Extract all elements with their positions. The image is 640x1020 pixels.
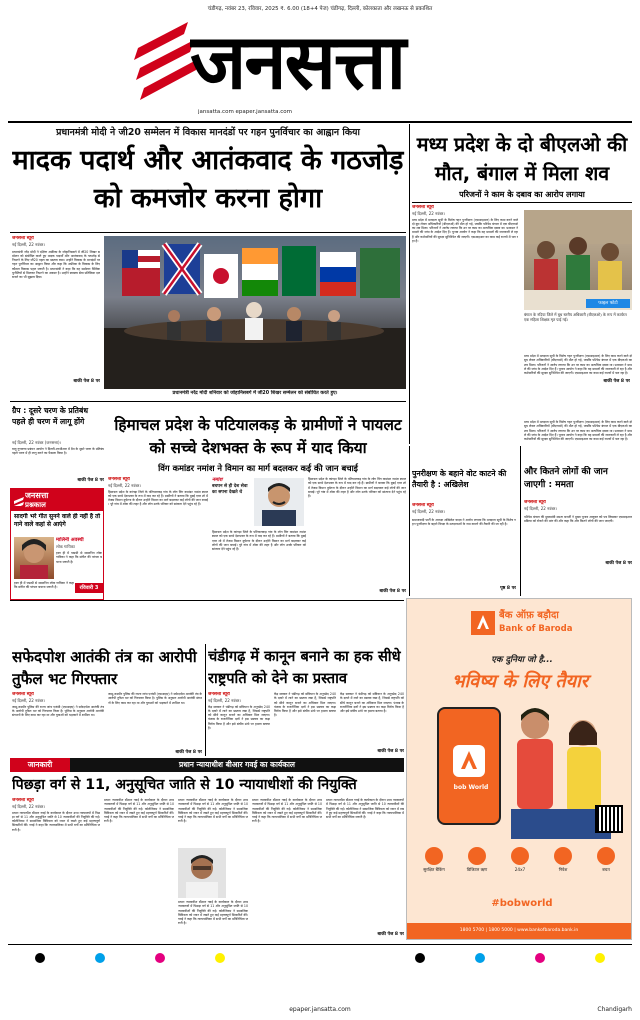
chandigarh-byline: जनसत्ता ब्यूरो [208, 692, 230, 697]
prashnakal-brand: जनसत्ता [25, 491, 49, 500]
lead-continued: बाकी पेज 8 पर [73, 378, 100, 384]
bob-logo-icon [471, 611, 495, 635]
mp-body-right: मध्य प्रदेश में मतदाता सूची के विशेष गहन पुनरीक्षण (एसआइआर) के लिए काम करने वाले दो बूथ लेवल अधिकारियों (बीएलओ) की मौत हो गई, जबकि पश्चिम बंगाल में एक बीएलओ का शव मिला। परिजनों ने आरोप लगाया कि उन पर काम का अत्यधिक दबाव था। प्रशासन ने मामले की जांच के आदेश दिए हैं। चुनाव आयोग ने कहा कि वह मामलों की जानकारी ले रहा है और कर्मचारियों की सुरक्षा सुनिश्चित की जाएगी। एसआइआर का काम कई राज्यों में चल रहा है। [524, 420, 632, 442]
mp-subheadline: परिजनों ने काम के दबाव का आरोप लगाया [459, 190, 585, 199]
brief1-place: नई दिल्ली, 22 नवंबर (जनसत्ता)। [12, 440, 62, 445]
prashnakal-photo [14, 537, 54, 579]
judges-body-5: प्रधान न्यायाधीश बीआर गवई के कार्यकाल के दौरान उच्च न्यायालयों में पिछड़ा वर्ग से 11 और अनुसूचित जाति से 10 न्यायाधीशों की नियुक्ति की गई। कोलेजियम ने सामाजिक विविधता को ध्यान में रखते हुए कई महत्त्वपूर्ण सिफारिशें कीं। गवई ने कहा कि न्यायपालिका में सभी वर्गों का प्रतिनिधित्व जरूरी है। [252, 798, 322, 824]
judges-body-3: प्रधान न्यायाधीश बीआर गवई के कार्यकाल के दौरान उच्च न्यायालयों में पिछड़ा वर्ग से 11 और अनुसूचित जाति से 10 न्यायाधीशों की नियुक्ति की गई। कोलेजियम ने सामाजिक विविधता को ध्यान में रखते हुए कई महत्त्वपूर्ण सिफारिशें कीं। गवई ने कहा कि न्यायपालिका में सभी वर्गों का प्रतिनिधित्व जरूरी है। [178, 798, 248, 824]
mamata-place: नई दिल्ली, 22 नवंबर। [524, 506, 557, 511]
brief1-body: वायु गुणवत्ता प्रबंधन आयोग ने दिल्ली-एनसीआर में ग्रैप के दूसरे चरण के प्रतिबंध पहले चरण में ही लागू करने का फैसला किया है। [12, 447, 104, 456]
bob-feature-2 [501, 847, 539, 887]
masthead-title: जनसत्ता [190, 17, 405, 106]
himachal-body-mid: हिमाचल प्रदेश के कांगड़ा जिले के पटियालकड़ गांव के लोग विंग कमांडर नमांश स्याल को एक सच्चे देशभक्त के रूप में याद कर रहे हैं। ग्रामीणों ने बताया कि दुबई एयर शो में तेजस विमान दुर्घटना के दौरान उन्होंने विमान का मार्ग बदलकर कई लोगों की जान बचाई। पूरे गांव में शोक की लहर है और लोग उनके परिवार को सांत्वना देने पहुंच रहे हैं। [212, 530, 306, 552]
lead-body: प्रधानमंत्री नरेंद्र मोदी ने दक्षिण अफ्रीका के जोहानिसबर्ग में जी20 शिखर सम्मेलन को संबोधित करते हुए मादक पदार्थों और आतंकवाद के गठजोड़ से निपटने के लिए जी20 पहल का प्रस्ताव रखा। उन्होंने विकास के मानदंडों पर गहन पुनर्विचार का आह्वान किया और कहा कि अफ्रीका के विकास के लिए कौशल विकास पहल जरूरी है। प्रधानमंत्री ने कहा कि यह सम्मेलन वैश्विक चुनौतियों से मिलकर निपटने का अवसर है। उन्होंने स्वास्थ्य सेवा प्रतिक्रिया दल बनाने का भी सुझाव दिया। [12, 249, 100, 280]
bob-qr-icon [595, 805, 623, 833]
judges-col1 [12, 798, 100, 940]
brief-rule [10, 401, 406, 402]
prashnakal-logo-icon [14, 494, 24, 506]
prashnakal-see[interactable]: रविवारी 3 [75, 583, 103, 593]
prashnakal-person: मालिनी अवस्थी [56, 537, 84, 543]
akhilesh-continued: पृष्ठ 8 पर [500, 586, 516, 591]
chd-rule [205, 644, 206, 756]
himachal-continued: बाकी पेज 8 पर [379, 589, 406, 594]
brief1-headline: ग्रैप : दूसरे चरण के प्रतिबंध पहले ही चरण में लागू होंगे [12, 406, 88, 426]
himachal-byline: जनसत्ता ब्यूरो [108, 477, 130, 482]
himachal-quote-label: नमांश [212, 477, 223, 483]
bob-app-name: bob World [453, 784, 489, 791]
akhilesh-place: नई दिल्ली, 22 नवंबर। [412, 509, 445, 514]
dateline: चंडीगढ़, नवंबर 23, रविवार, 2025 ₹. 6.00 (18+4 पेज) चंडीगढ़, दिल्ली, कोलकाता और लखनऊ से प्रकाशित [207, 6, 433, 12]
bob-feature-1-icon [468, 847, 486, 865]
lead-rule [10, 232, 406, 233]
chandigarh-headline: चंडीगढ़ में कानून बनाने का हक सीधे राष्ट्रपति को देने का प्रस्ताव [208, 648, 401, 687]
bob-feature-4 [587, 847, 625, 887]
mid-rule [10, 600, 404, 601]
prashnakal-quote: लोक गायिका [56, 544, 75, 549]
bob-feature-3 [544, 847, 582, 887]
judges-body-2: प्रधान न्यायाधीश बीआर गवई के कार्यकाल के दौरान उच्च न्यायालयों में पिछड़ा वर्ग से 11 और अनुसूचित जाति से 10 न्यायाधीशों की नियुक्ति की गई। कोलेजियम ने सामाजिक विविधता को ध्यान में रखते हुए कई महत्त्वपूर्ण सिफारिशें कीं। गवई ने कहा कि न्यायपालिका में सभी वर्गों का प्रतिनिधित्व जरूरी है। [104, 798, 174, 824]
judges-photo [178, 848, 226, 898]
himachal-col1 [108, 477, 208, 595]
masthead-rule [8, 121, 632, 123]
lead-photo [104, 236, 406, 389]
col-rule [409, 124, 410, 444]
mp-photo [524, 210, 632, 310]
mp-text [412, 205, 518, 385]
terror-body: जम्मू-कश्मीर पुलिस की राज्य जांच एजंसी (एसआइए) ने सफेदपोश आतंकी तंत्र के आरोपी तुफैल भट को गिरफ्तार किया है। पुलिस के अनुसार आरोपी आतंकी संगठनों के लिए काम कर रहा था और युवाओं को भड़काने में शामिल था। [12, 704, 104, 718]
terror-continued: बाकी पेज 8 पर [175, 750, 202, 755]
lead-byline: जनसत्ता ब्यूरो [12, 236, 34, 241]
bob-ad[interactable] [406, 598, 632, 940]
chandigarh-body-3: केंद्र सरकार ने चंडीगढ़ को संविधान के अनुच्छेद 240 के दायरे में लाने का प्रस्ताव रखा है, जिससे राष्ट्रपति को सीधे कानून बनाने का अधिकार मिल जाएगा। पंजाब के राजनीतिक दलों ने इस प्रस्ताव का कड़ा विरोध किया है और इसे संघीय ढांचे पर हमला बताया है। [340, 692, 404, 714]
bob-feature-0-label: सुरक्षित बैंकिंग [423, 867, 445, 872]
masthead-urls[interactable]: jansatta.com epaper.jansatta.com [198, 109, 292, 115]
lead-place: नई दिल्ली, 22 नवंबर। [12, 241, 45, 247]
registration-marks [10, 950, 630, 964]
info-strip [10, 758, 404, 772]
mp-body: मध्य प्रदेश में मतदाता सूची के विशेष गहन पुनरीक्षण (एसआइआर) के लिए काम करने वाले दो बूथ लेवल अधिकारियों (बीएलओ) की मौत हो गई, जबकि पश्चिम बंगाल में एक बीएलओ का शव मिला। परिजनों ने आरोप लगाया कि उन पर काम का अत्यधिक दबाव था। प्रशासन ने मामले की जांच के आदेश दिए हैं। चुनाव आयोग ने कहा कि वह मामलों की जानकारी ले रहा है और कर्मचारियों की सुरक्षा सुनिश्चित की जाएगी। एसआइआर का काम कई राज्यों में चल रहा है। [412, 217, 518, 243]
lead-photo-caption: प्रधानमंत्री नरेंद्र मोदी शनिवार को जोहानिसबर्ग में जी20 शिखर सम्मेलन को संबोधित करते हुए। [172, 391, 338, 396]
bob-feature-3-label: निवेश [558, 867, 568, 872]
bob-feature-4-label: बचत [602, 867, 610, 872]
bob-tag: एक दुनिया जो है... [491, 655, 553, 665]
mp-headline: मध्य प्रदेश के दो बीएलओ की मौत, बंगाल में मिला शव [416, 133, 628, 185]
himachal-quote-box [212, 477, 252, 527]
judges-place: नई दिल्ली, 22 नवंबर। [12, 803, 45, 809]
mp-place: नई दिल्ली, 22 नवंबर। [412, 210, 445, 216]
himachal-body: हिमाचल प्रदेश के कांगड़ा जिले के पटियालकड़ गांव के लोग विंग कमांडर नमांश स्याल को एक सच्चे देशभक्त के रूप में याद कर रहे हैं। ग्रामीणों ने बताया कि दुबई एयर शो में तेजस विमान दुर्घटना के दौरान उन्होंने विमान का मार्ग बदलकर कई लोगों की जान बचाई। पूरे गांव में शोक की लहर है और लोग उनके परिवार को सांत्वना देने पहुंच रहे हैं। [108, 489, 208, 507]
info-strip-label: जानकारी [10, 758, 70, 772]
chandigarh-col1 [208, 692, 270, 756]
kicker-top: प्रधानमंत्री मोदी ने जी20 सम्मेलन में विकास मानदंडों पर गहन पुनर्विचार का आह्वान किया [56, 127, 360, 138]
bob-feature-0-icon [425, 847, 443, 865]
right-rule [409, 446, 410, 596]
mamata-byline: जनसत्ता ब्यूरो [524, 500, 546, 505]
judges-byline: जनसत्ता ब्यूरो [12, 798, 34, 803]
prashnakal-answer: हाल ही में पद्मश्री से सम्मानित लोक गायिका ने कहा कि संगीत की परंपरा बचाना जरूरी है। [56, 551, 102, 564]
terror-place: नई दिल्ली, 22 नवंबर। [12, 697, 45, 703]
terror-byline: जनसत्ता ब्यूरो [12, 692, 34, 697]
bob-feature-1 [458, 847, 496, 887]
bob-feature-0 [415, 847, 453, 887]
bob-bank-hindi: बैंक ऑफ़ बड़ौदा [499, 610, 559, 621]
terror-headline: सफेदपोश आतंकी तंत्र का आरोपी तुफैल भट गिरफ्तार [12, 648, 197, 688]
judges-body: प्रधान न्यायाधीश बीआर गवई के कार्यकाल के दौरान उच्च न्यायालयों में पिछड़ा वर्ग से 11 और अनुसूचित जाति से 10 न्यायाधीशों की नियुक्ति की गई। कोलेजियम ने सामाजिक विविधता को ध्यान में रखते हुए कई महत्त्वपूर्ण सिफारिशें कीं। गवई ने कहा कि न्यायपालिका में सभी वर्गों का प्रतिनिधित्व जरूरी है। [12, 810, 100, 832]
himachal-sub: विंग कमांडर नमांश ने विमान का मार्ग बदलकर कई की जान बचाई [158, 463, 358, 473]
prashnakal-header [11, 489, 103, 511]
himachal-body-right: हिमाचल प्रदेश के कांगड़ा जिले के पटियालकड़ गांव के लोग विंग कमांडर नमांश स्याल को एक सच्चे देशभक्त के रूप में याद कर रहे हैं। ग्रामीणों ने बताया कि दुबई एयर शो में तेजस विमान दुर्घटना के दौरान उन्होंने विमान का मार्ग बदलकर कई लोगों की जान बचाई। पूरे गांव में शोक की लहर है और लोग उनके परिवार को सांत्वना देने पहुंच रहे हैं। [308, 477, 406, 499]
chandigarh-place: नई दिल्ली, 22 नवंबर। [208, 697, 241, 703]
terror-body-2: जम्मू-कश्मीर पुलिस की राज्य जांच एजंसी (एसआइए) ने सफेदपोश आतंकी तंत्र के आरोपी तुफैल भट को गिरफ्तार किया है। पुलिस के अनुसार आरोपी आतंकी संगठनों के लिए काम कर रहा था और युवाओं को भड़काने में शामिल था। [108, 692, 202, 705]
bob-features [415, 847, 625, 887]
himachal-quote: बचपन से ही देश सेवा का सपना देखते थे [212, 484, 248, 495]
lead-text-column [12, 236, 100, 386]
mp-body-cont: मध्य प्रदेश में मतदाता सूची के विशेष गहन पुनरीक्षण (एसआइआर) के लिए काम करने वाले दो बूथ लेवल अधिकारियों (बीएलओ) की मौत हो गई, जबकि पश्चिम बंगाल में एक बीएलओ का शव मिला। परिजनों ने आरोप लगाया कि उन पर काम का अत्यधिक दबाव था। प्रशासन ने मामले की जांच के आदेश दिए हैं। चुनाव आयोग ने कहा कि वह मामलों की जानकारी ले रहा है और कर्मचारियों की सुरक्षा सुनिश्चित की जाएगी। एसआइआर का काम कई राज्यों में चल रहा है। [524, 354, 632, 376]
mp-rule [412, 202, 632, 203]
brief1-continued: बाकी पेज 8 पर [77, 478, 104, 483]
bob-bank-en: Bank of Baroda [499, 624, 573, 634]
bob-feature-4-icon [597, 847, 615, 865]
chandigarh-continued: बाकी पेज 8 पर [377, 749, 404, 754]
prashnakal-label: प्रश्नकाल [25, 501, 46, 509]
footer-url[interactable]: epaper.jansatta.com [289, 1006, 351, 1013]
judges-headline: पिछड़ा वर्ग से 11, अनुसूचित जाति से 10 न्यायाधीशों की नियुक्ति [12, 777, 357, 793]
footer-edition: Chandigarh [597, 1006, 632, 1013]
bob-footer[interactable]: 1800 5700 | 1800 5000 | www.bankofbaroda.bank.in [407, 923, 631, 939]
footer-rule [8, 944, 632, 945]
bob-app-icon [453, 745, 485, 777]
lead-headline: मादक पदार्थ और आतंकवाद के गठजोड़ को कमजोर करना होगा [12, 145, 404, 214]
akhilesh-byline: जनसत्ता ब्यूरो [412, 503, 434, 508]
mp-photo-label: फाइल फोटो [586, 299, 630, 308]
bob-phone [437, 707, 501, 825]
info-strip-title: प्रधान न्यायाधीश बीआर गवई का कार्यकाल [178, 760, 296, 769]
terror-col1 [12, 692, 104, 756]
prashnakal-box [10, 488, 104, 600]
himachal-place: नई दिल्ली, 22 नवंबर। [108, 482, 141, 488]
bob-feature-2-icon [511, 847, 529, 865]
judges-continued: बाकी पेज 8 पर [377, 932, 404, 937]
bob-feature-2-label: 24x7 [514, 867, 526, 872]
akhilesh-headline: पुनरीक्षण के बहाने वोट काटने की तैयारी है : अखिलेश [412, 469, 507, 489]
mp-caption: बंगाल के नदिया जिले में बूथ स्तरीय अधिकारी (बीएलओ) के रूप में कार्यरत एक महिला शिक्षक मृत पाई गईं। [524, 312, 627, 322]
mp-byline: जनसत्ता ब्यूरो [412, 205, 434, 210]
himachal-photo [254, 478, 304, 526]
prashnakal-question: सादगी भरे गीत सुनने वाले ही नहीं है तो गाने वाले कहां से आएंगे [14, 513, 101, 528]
judges-body-6: प्रधान न्यायाधीश बीआर गवई के कार्यकाल के दौरान उच्च न्यायालयों में पिछड़ा वर्ग से 11 और अनुसूचित जाति से 10 न्यायाधीशों की नियुक्ति की गई। कोलेजियम ने सामाजिक विविधता को ध्यान में रखते हुए कई महत्त्वपूर्ण सिफारिशें कीं। गवई ने कहा कि न्यायपालिका में सभी वर्गों का प्रतिनिधित्व जरूरी है। [326, 798, 404, 820]
bob-headline: भविष्य के लिए तैयार [451, 671, 589, 692]
bob-hashtag: #bobworld [491, 898, 553, 909]
mp-continued: बाकी पेज 8 पर [603, 379, 630, 384]
chandigarh-body: केंद्र सरकार ने चंडीगढ़ को संविधान के अनुच्छेद 240 के दायरे में लाने का प्रस्ताव रखा है, जिससे राष्ट्रपति को सीधे कानून बनाने का अधिकार मिल जाएगा। पंजाब के राजनीतिक दलों ने इस प्रस्ताव का कड़ा विरोध किया है और इसे संघीय ढांचे पर हमला बताया है। [208, 704, 270, 730]
bob-feature-3-icon [554, 847, 572, 865]
mamata-continued: बाकी पेज 8 पर [605, 561, 632, 566]
mamata-headline: और कितने लोगों की जान जाएगी : ममता [524, 467, 608, 490]
judges-body-4: प्रधान न्यायाधीश बीआर गवई के कार्यकाल के दौरान उच्च न्यायालयों में पिछड़ा वर्ग से 11 और अनुसूचित जाति से 10 न्यायाधीशों की नियुक्ति की गई। कोलेजियम ने सामाजिक विविधता को ध्यान में रखते हुए कई महत्त्वपूर्ण सिफारिशें कीं। गवई ने कहा कि न्यायपालिका में सभी वर्गों का प्रतिनिधित्व जरूरी है। [178, 900, 248, 926]
prashnakal-answer-2: हाल ही में पद्मश्री से सम्मानित लोक गायिका ने कहा कि संगीत की परंपरा बचाना जरूरी है। [14, 581, 74, 590]
mamata-body: पश्चिम बंगाल की मुख्यमंत्री ममता बनर्जी ने मुख्य चुनाव आयुक्त को पत्र लिखकर एसआइआर प्रक्रिया को रोकने की मांग की और कहा कि और कितने लोगों की जान जाएगी। [524, 515, 632, 524]
bob-feature-1-label: डिजिटल ऋण [466, 867, 488, 872]
himachal-headline: हिमाचल प्रदेश के पटियालकड़ के ग्रामीणों ने पायलट को सच्चे देशभक्त के रूप में याद किया [114, 416, 402, 457]
chandigarh-body-2: केंद्र सरकार ने चंडीगढ़ को संविधान के अनुच्छेद 240 के दायरे में लाने का प्रस्ताव रखा है, जिससे राष्ट्रपति को सीधे कानून बनाने का अधिकार मिल जाएगा। पंजाब के राजनीतिक दलों ने इस प्रस्ताव का कड़ा विरोध किया है और इसे संघीय ढांचे पर हमला बताया है। [274, 692, 336, 718]
mamata-rule [520, 446, 521, 596]
akhilesh-body: समाजवादी पार्टी के अध्यक्ष अखिलेश यादव ने आरोप लगाया कि मतदाता सूची के विशेष गहन पुनरीक्षण के बहाने विपक्ष के मतदाताओं के नाम काटने की तैयारी की जा रही है। [412, 518, 516, 527]
